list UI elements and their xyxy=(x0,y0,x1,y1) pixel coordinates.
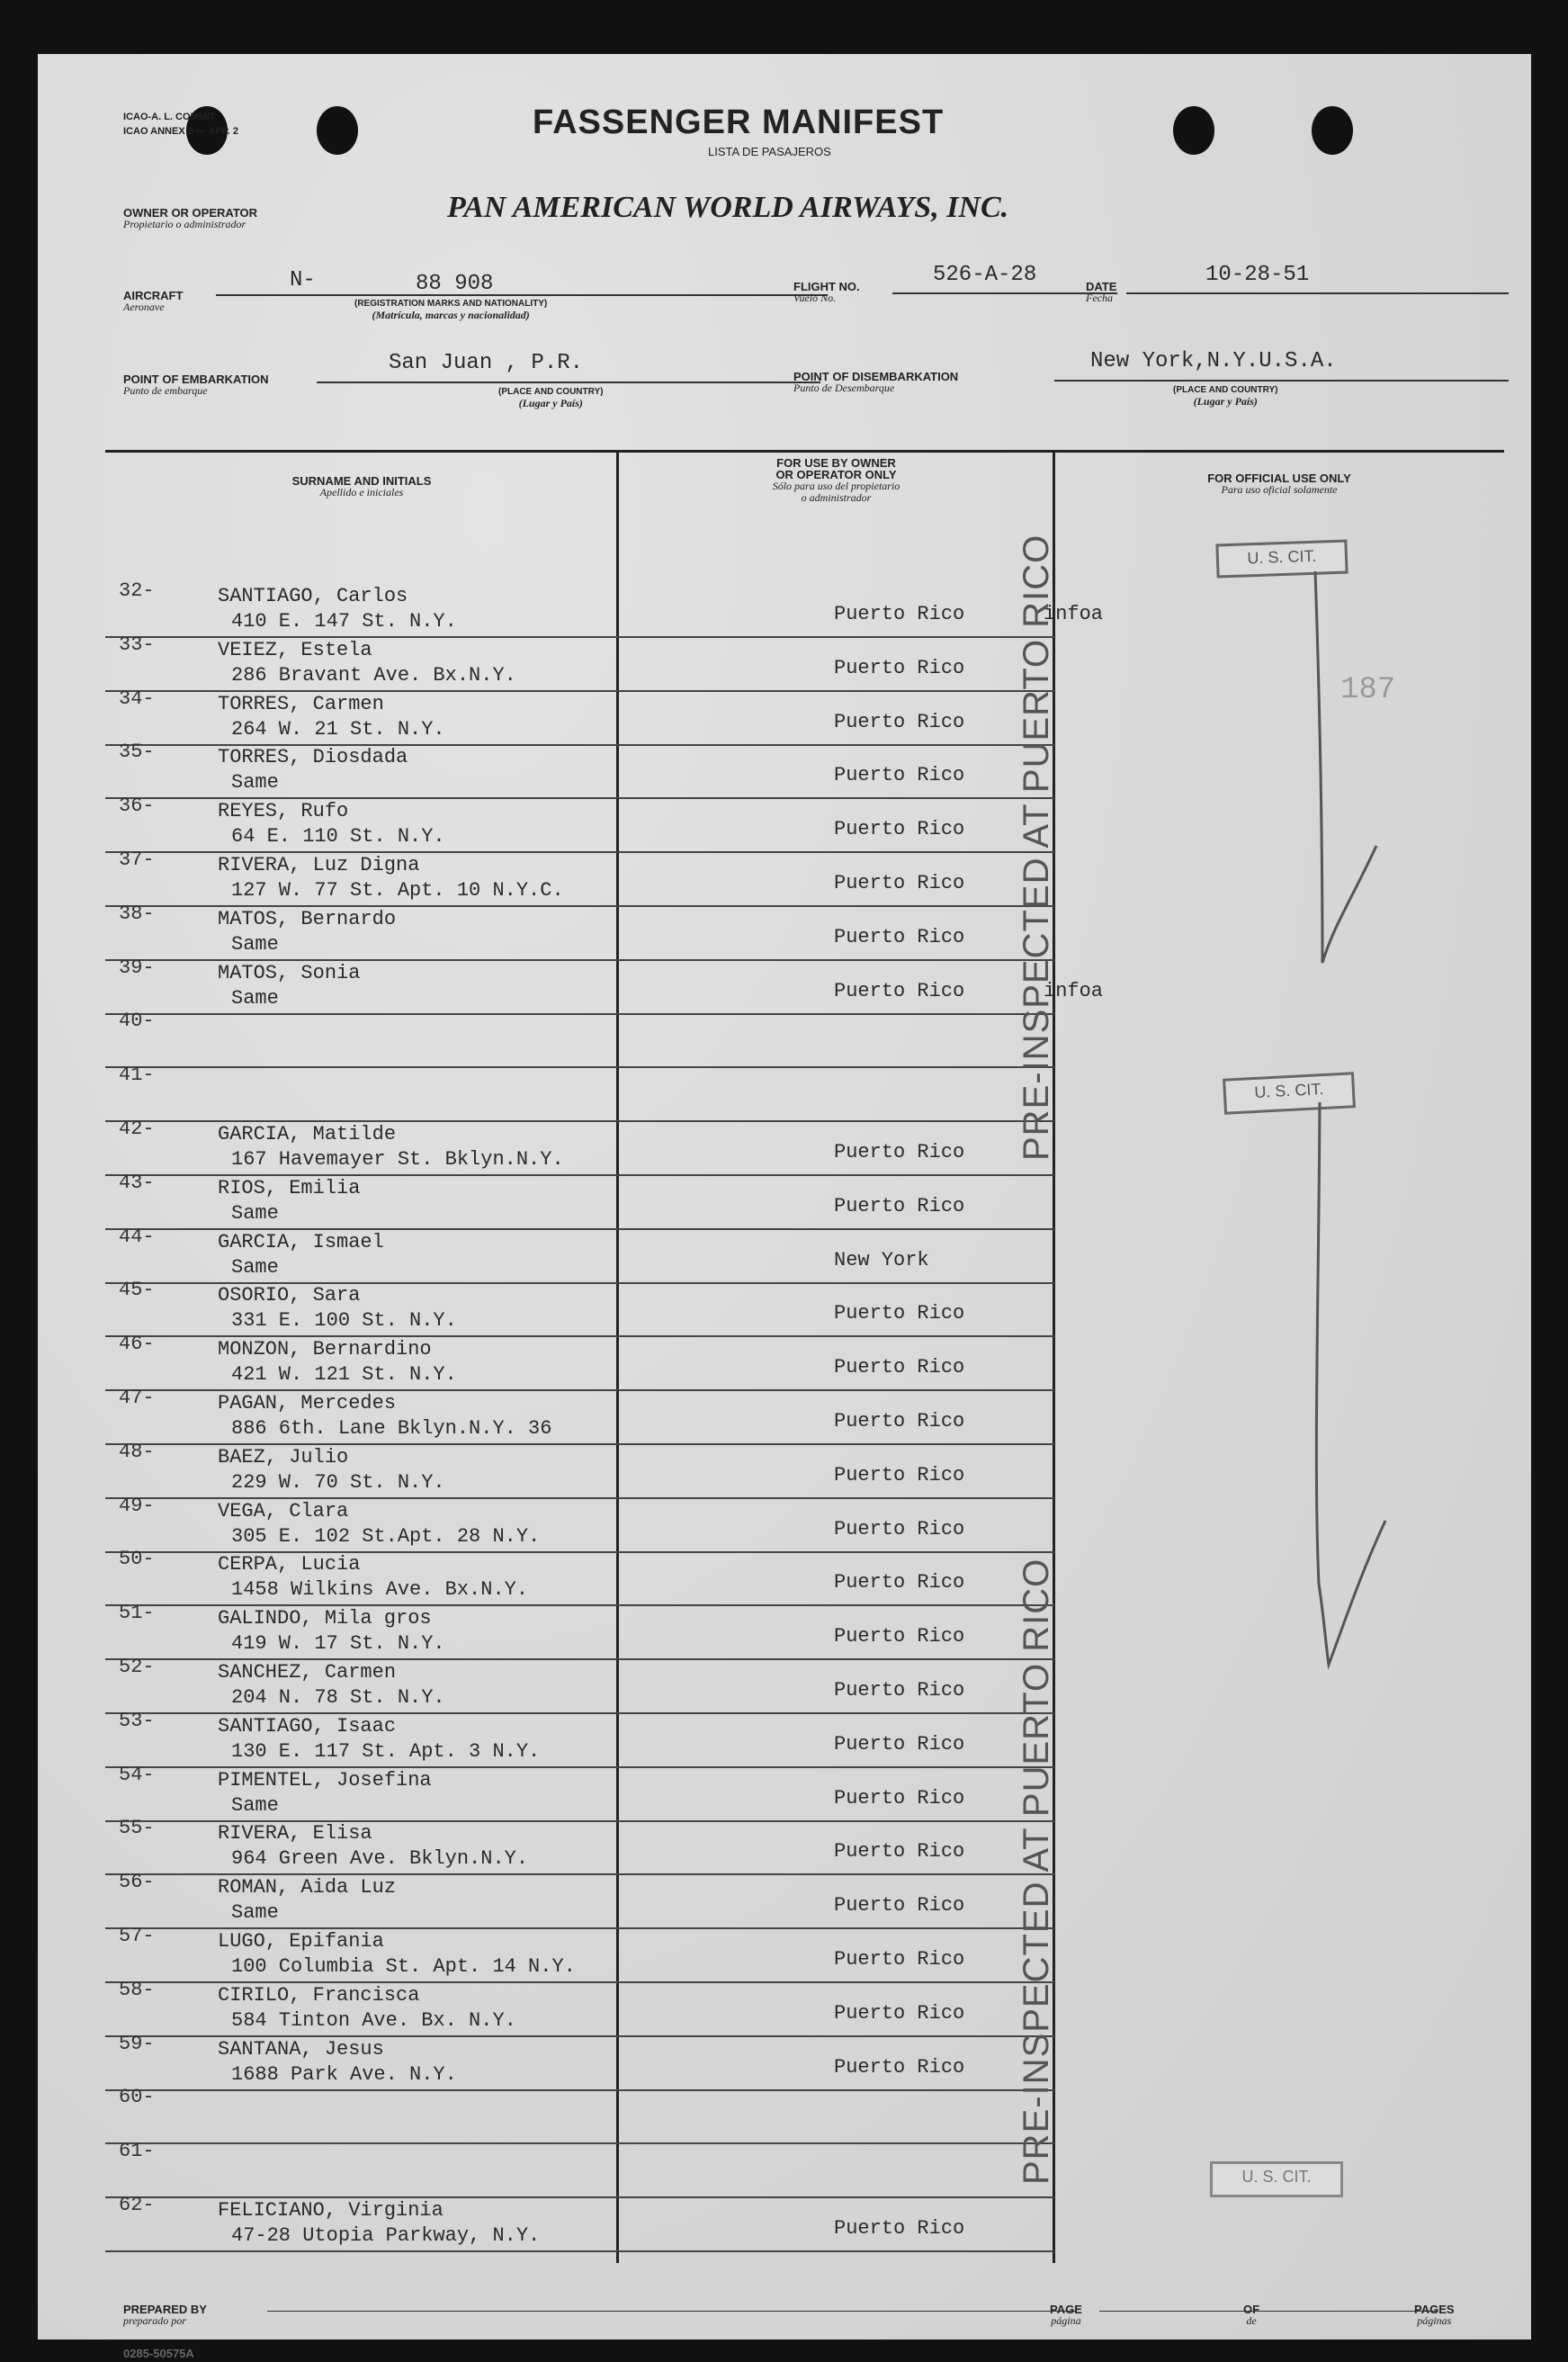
passenger-address: 64 E. 110 St. N.Y. xyxy=(231,825,445,848)
passenger-origin: Puerto Rico xyxy=(834,1410,965,1432)
passenger-note: infoa xyxy=(1044,603,1104,625)
col-owner-sublabel-2: o administrador xyxy=(801,491,872,504)
preinspected-stamp-upper: PRE-INSPECTED AT PUERTO RICO xyxy=(1017,534,1056,1161)
passenger-note: infoa xyxy=(1044,980,1104,1002)
passenger-origin: Puerto Rico xyxy=(834,1625,965,1648)
corner-line-1: ICAO-A. L. COMMIT xyxy=(123,112,216,122)
row-number: 38- xyxy=(119,903,155,925)
row-number: 45- xyxy=(119,1279,155,1301)
passenger-address: 1688 Park Ave. N.Y. xyxy=(231,2063,457,2086)
row-rule xyxy=(105,636,1054,638)
passenger-address: 305 E. 102 St.Apt. 28 N.Y. xyxy=(231,1525,541,1548)
aircraft-underline xyxy=(216,294,828,296)
disembark-label-block xyxy=(793,371,958,394)
row-number: 44- xyxy=(119,1226,155,1248)
passenger-name: FELICIANO, Virginia xyxy=(218,2199,444,2222)
row-number: 35- xyxy=(119,741,155,763)
passenger-origin: Puerto Rico xyxy=(834,764,965,786)
row-number: 47- xyxy=(119,1387,155,1409)
passenger-name: CERPA, Lucia xyxy=(218,1553,361,1576)
passenger-name: MATOS, Bernardo xyxy=(218,908,397,930)
row-rule xyxy=(105,1228,1054,1230)
punch-hole-2 xyxy=(317,106,358,155)
row-rule xyxy=(105,1604,1054,1606)
row-rule xyxy=(105,1766,1054,1768)
row-rule xyxy=(105,2196,1054,2198)
row-number: 48- xyxy=(119,1441,155,1463)
passenger-name: GALINDO, Mila gros xyxy=(218,1607,432,1630)
flight-sublabel: Vuelo No. xyxy=(793,292,837,304)
passenger-origin: Puerto Rico xyxy=(834,1948,965,1971)
flight-number: 526-A-28 xyxy=(933,263,1037,287)
passenger-origin: Puerto Rico xyxy=(834,2056,965,2079)
passenger-name: REYES, Rufo xyxy=(218,800,349,822)
passenger-address: Same xyxy=(231,933,279,956)
passenger-origin: Puerto Rico xyxy=(834,603,965,625)
col-owner-sublabel-1: Sólo para uso del propietario xyxy=(772,480,900,492)
col-surname-label: SURNAME AND INITIALS xyxy=(291,474,432,488)
pages-sublabel: páginas xyxy=(1417,2314,1452,2327)
col-official-sublabel: Para uso oficial solamente xyxy=(1221,483,1338,496)
aircraft-label: AIRCRAFT xyxy=(123,289,184,302)
date-label: DATE xyxy=(1086,280,1117,293)
passenger-origin: Puerto Rico xyxy=(834,657,965,679)
owner-sublabel: Propietario o administrador xyxy=(123,218,246,230)
col-surname-sublabel: Apellido e iniciales xyxy=(319,486,404,498)
row-rule xyxy=(105,1443,1054,1445)
prepared-by-block xyxy=(123,2304,207,2327)
row-number: 40- xyxy=(119,1010,155,1032)
passenger-name: TORRES, Carmen xyxy=(218,693,384,715)
row-number: 54- xyxy=(119,1764,155,1786)
pages-label: PAGES xyxy=(1414,2303,1455,2316)
passenger-origin: Puerto Rico xyxy=(834,1141,965,1163)
passenger-name: RIVERA, Luz Digna xyxy=(218,854,420,876)
preinspected-stamp-lower: PRE-INSPECTED AT PUERTO RICO xyxy=(1017,1558,1056,2185)
passenger-address: 127 W. 77 St. Apt. 10 N.Y.C. xyxy=(231,879,564,902)
embark-label: POINT OF EMBARKATION xyxy=(123,373,269,386)
passenger-name: GARCIA, Ismael xyxy=(218,1231,384,1253)
row-number: 50- xyxy=(119,1548,155,1570)
row-rule xyxy=(105,1873,1054,1875)
passenger-name: RIVERA, Elisa xyxy=(218,1822,372,1845)
passenger-address: 264 W. 21 St. N.Y. xyxy=(231,718,445,741)
flight-underline xyxy=(892,292,1117,294)
passenger-origin: Puerto Rico xyxy=(834,711,965,733)
manifest-sheet xyxy=(38,54,1531,2360)
of-label: OF xyxy=(1243,2303,1260,2316)
embark-sublabel: Punto de embarque xyxy=(123,384,208,397)
row-rule xyxy=(105,851,1054,853)
passenger-origin: Puerto Rico xyxy=(834,1679,965,1702)
pencil-check-lower xyxy=(1316,1102,1385,1665)
passenger-name: VEGA, Clara xyxy=(218,1500,349,1522)
prepared-underline xyxy=(267,2311,1077,2312)
prepared-label: PREPARED BY xyxy=(123,2303,207,2316)
passenger-origin: Puerto Rico xyxy=(834,1302,965,1325)
passenger-address: Same xyxy=(231,771,279,794)
page-label-block xyxy=(1050,2304,1082,2327)
passenger-name: VEIEZ, Estela xyxy=(218,639,372,661)
row-number: 39- xyxy=(119,956,155,979)
passenger-address: 331 E. 100 St. N.Y. xyxy=(231,1309,457,1332)
row-rule xyxy=(105,1658,1054,1660)
row-number: 33- xyxy=(119,633,155,656)
passenger-origin: Puerto Rico xyxy=(834,1894,965,1917)
row-number: 46- xyxy=(119,1333,155,1355)
row-rule xyxy=(105,1066,1054,1068)
manifest-title: FASSENGER MANIFEST xyxy=(533,103,945,141)
passenger-address: 1458 Wilkins Ave. Bx.N.Y. xyxy=(231,1578,529,1601)
passenger-name: GARCIA, Matilde xyxy=(218,1123,397,1145)
disembark-caption xyxy=(1173,385,1277,407)
row-rule xyxy=(105,690,1054,692)
embark-caption xyxy=(498,387,603,409)
passenger-address: 421 W. 121 St. N.Y. xyxy=(231,1363,457,1386)
passenger-name: SANCHEZ, Carmen xyxy=(218,1661,397,1684)
embark-caption-en: (PLACE AND COUNTRY) xyxy=(498,387,604,397)
us-cit-stamp-2: U. S. CIT. xyxy=(1223,1072,1356,1115)
passenger-name: SANTANA, Jesus xyxy=(218,2038,384,2061)
date-sublabel: Fecha xyxy=(1086,292,1113,304)
passenger-address: Same xyxy=(231,987,279,1010)
disembark-place: New York,N.Y.U.S.A. xyxy=(1090,349,1337,373)
passenger-address: Same xyxy=(231,1256,279,1279)
count-note: 187 xyxy=(1340,673,1396,707)
row-number: 58- xyxy=(119,1979,155,2001)
row-rule xyxy=(105,2250,1054,2252)
passenger-name: SANTIAGO, Isaac xyxy=(218,1715,397,1738)
aircraft-prefix: N- xyxy=(290,268,316,292)
row-rule xyxy=(105,1981,1054,1983)
aircraft-label-block xyxy=(123,290,183,313)
row-rule xyxy=(105,797,1054,799)
aircraft-sublabel: Aeronave xyxy=(123,301,165,313)
disembark-label: POINT OF DISEMBARKATION xyxy=(793,370,959,383)
row-number: 49- xyxy=(119,1495,155,1517)
registration-caption-en: (REGISTRATION MARKS AND NATIONALITY) xyxy=(354,299,548,309)
registration-caption xyxy=(354,299,547,320)
page-label: PAGE xyxy=(1050,2303,1082,2316)
row-rule xyxy=(105,2142,1054,2144)
owner-label-block xyxy=(123,207,257,230)
col-header-surname xyxy=(119,475,605,498)
passenger-origin: Puerto Rico xyxy=(834,926,965,948)
row-number: 32- xyxy=(119,579,155,602)
passenger-origin: Puerto Rico xyxy=(834,1787,965,1810)
pencil-check-marks xyxy=(1279,567,1423,2115)
passenger-name: SANTIAGO, Carlos xyxy=(218,585,408,607)
disembark-underline xyxy=(1054,380,1509,382)
table-top-rule xyxy=(105,450,1504,453)
col-header-official xyxy=(1059,472,1500,496)
row-rule xyxy=(105,1497,1054,1499)
date-label-block xyxy=(1086,281,1116,304)
passenger-name: PIMENTEL, Josefina xyxy=(218,1769,432,1792)
passenger-origin: Puerto Rico xyxy=(834,1464,965,1486)
embark-caption-es: (Lugar y País) xyxy=(518,397,583,409)
row-number: 62- xyxy=(119,2194,155,2216)
row-number: 57- xyxy=(119,1925,155,1947)
passenger-origin: New York xyxy=(834,1249,929,1271)
col-owner-label-2: OR OPERATOR ONLY xyxy=(775,468,897,481)
form-code: 0285-50575A xyxy=(123,2347,194,2360)
embark-label-block xyxy=(123,373,269,397)
corner-line-2: ICAO ANNEX 9 — APP. 2 xyxy=(123,126,238,137)
row-rule xyxy=(105,1120,1054,1122)
passenger-address: 130 E. 117 St. Apt. 3 N.Y. xyxy=(231,1740,541,1763)
passenger-address: 204 N. 78 St. N.Y. xyxy=(231,1686,445,1709)
passenger-name: MONZON, Bernardino xyxy=(218,1338,432,1361)
passenger-name: CIRILO, Francisca xyxy=(218,1984,420,2007)
passenger-address: 964 Green Ave. Bklyn.N.Y. xyxy=(231,1847,529,1870)
disembark-caption-en: (PLACE AND COUNTRY) xyxy=(1173,385,1278,395)
passenger-origin: Puerto Rico xyxy=(834,2002,965,2025)
row-number: 53- xyxy=(119,1710,155,1732)
manifest-subtitle: LISTA DE PASAJEROS xyxy=(708,145,831,158)
pages-label-block xyxy=(1414,2304,1455,2327)
disembark-caption-es: (Lugar y País) xyxy=(1193,395,1258,408)
passenger-origin: Puerto Rico xyxy=(834,1356,965,1379)
passenger-name: MATOS, Sonia xyxy=(218,962,361,984)
passenger-origin: Puerto Rico xyxy=(834,2217,965,2240)
row-number: 61- xyxy=(119,2140,155,2162)
passenger-address: 229 W. 70 St. N.Y. xyxy=(231,1471,445,1494)
passenger-name: RIOS, Emilia xyxy=(218,1177,361,1199)
prepared-sublabel: preparado por xyxy=(123,2314,186,2327)
airline-name: PAN AMERICAN WORLD AIRWAYS, INC. xyxy=(447,191,1009,224)
row-rule xyxy=(105,905,1054,907)
row-number: 55- xyxy=(119,1817,155,1839)
us-cit-stamp-3: U. S. CIT. xyxy=(1210,2161,1343,2197)
page-sublabel: página xyxy=(1051,2314,1081,2327)
row-rule xyxy=(105,959,1054,961)
passenger-origin: Puerto Rico xyxy=(834,1571,965,1594)
passenger-name: OSORIO, Sara xyxy=(218,1284,361,1307)
row-number: 37- xyxy=(119,849,155,871)
row-rule xyxy=(105,1013,1054,1015)
owner-label: OWNER OR OPERATOR xyxy=(123,206,258,220)
passenger-name: TORRES, Diosdada xyxy=(218,746,408,768)
row-number: 43- xyxy=(119,1172,155,1194)
row-number: 52- xyxy=(119,1656,155,1678)
passenger-origin: Puerto Rico xyxy=(834,980,965,1002)
passenger-origin: Puerto Rico xyxy=(834,818,965,840)
row-rule xyxy=(105,1712,1054,1714)
of-label-block xyxy=(1243,2304,1259,2327)
us-cit-stamp-1: U. S. CIT. xyxy=(1215,539,1348,578)
passenger-origin: Puerto Rico xyxy=(834,1840,965,1863)
row-rule xyxy=(105,1174,1054,1176)
col-official-label: FOR OFFICIAL USE ONLY xyxy=(1207,472,1351,485)
punch-hole-3 xyxy=(1173,106,1214,155)
row-rule xyxy=(105,1927,1054,1929)
row-number: 51- xyxy=(119,1602,155,1624)
passenger-origin: Puerto Rico xyxy=(834,872,965,894)
row-number: 42- xyxy=(119,1118,155,1140)
aircraft-registration: 88 908 xyxy=(416,272,494,296)
passenger-address: 286 Bravant Ave. Bx.N.Y. xyxy=(231,664,516,687)
passenger-address: Same xyxy=(231,1794,279,1817)
of-underline xyxy=(1270,2311,1437,2312)
passenger-address: Same xyxy=(231,1202,279,1225)
row-rule xyxy=(105,2089,1054,2091)
passenger-address: 167 Havemayer St. Bklyn.N.Y. xyxy=(231,1148,564,1171)
passenger-origin: Puerto Rico xyxy=(834,1733,965,1756)
flight-label: FLIGHT NO. xyxy=(793,280,860,293)
punch-hole-4 xyxy=(1312,106,1353,155)
corner-reference xyxy=(123,110,238,139)
row-number: 36- xyxy=(119,795,155,817)
row-number: 59- xyxy=(119,2033,155,2055)
passenger-name: PAGAN, Mercedes xyxy=(218,1392,397,1415)
passenger-origin: Puerto Rico xyxy=(834,1518,965,1540)
of-sublabel: de xyxy=(1246,2314,1257,2327)
passenger-name: BAEZ, Julio xyxy=(218,1446,349,1468)
date-underline xyxy=(1126,292,1509,294)
embark-place: San Juan , P.R. xyxy=(389,351,584,375)
passenger-address: 419 W. 17 St. N.Y. xyxy=(231,1632,445,1655)
pencil-check-upper xyxy=(1315,571,1376,963)
passenger-address: 100 Columbia St. Apt. 14 N.Y. xyxy=(231,1955,576,1978)
disembark-sublabel: Punto de Desembarque xyxy=(793,382,895,394)
row-number: 60- xyxy=(119,2086,155,2108)
row-rule xyxy=(105,2035,1054,2037)
row-number: 56- xyxy=(119,1871,155,1893)
row-number: 41- xyxy=(119,1064,155,1086)
flight-label-block xyxy=(793,281,860,304)
col-owner-label-1: FOR USE BY OWNER xyxy=(776,456,896,470)
table-divider-1 xyxy=(616,450,619,2263)
row-rule xyxy=(105,1335,1054,1337)
passenger-address: 584 Tinton Ave. Bx. N.Y. xyxy=(231,2009,516,2032)
registration-caption-es: (Matrícula, marcas y nacionalidad) xyxy=(372,309,530,321)
row-number: 34- xyxy=(119,687,155,710)
passenger-origin: Puerto Rico xyxy=(834,1195,965,1217)
col-header-owner xyxy=(623,457,1050,504)
passenger-name: ROMAN, Aida Luz xyxy=(218,1876,397,1899)
passenger-address: 47-28 Utopia Parkway, N.Y. xyxy=(231,2224,541,2247)
embark-underline xyxy=(317,382,820,383)
passenger-address: Same xyxy=(231,1901,279,1924)
row-rule xyxy=(105,1389,1054,1391)
flight-date: 10-28-51 xyxy=(1205,263,1310,287)
passenger-address: 886 6th. Lane Bklyn.N.Y. 36 xyxy=(231,1417,552,1440)
passenger-name: LUGO, Epifania xyxy=(218,1930,384,1953)
passenger-address: 410 E. 147 St. N.Y. xyxy=(231,610,457,633)
